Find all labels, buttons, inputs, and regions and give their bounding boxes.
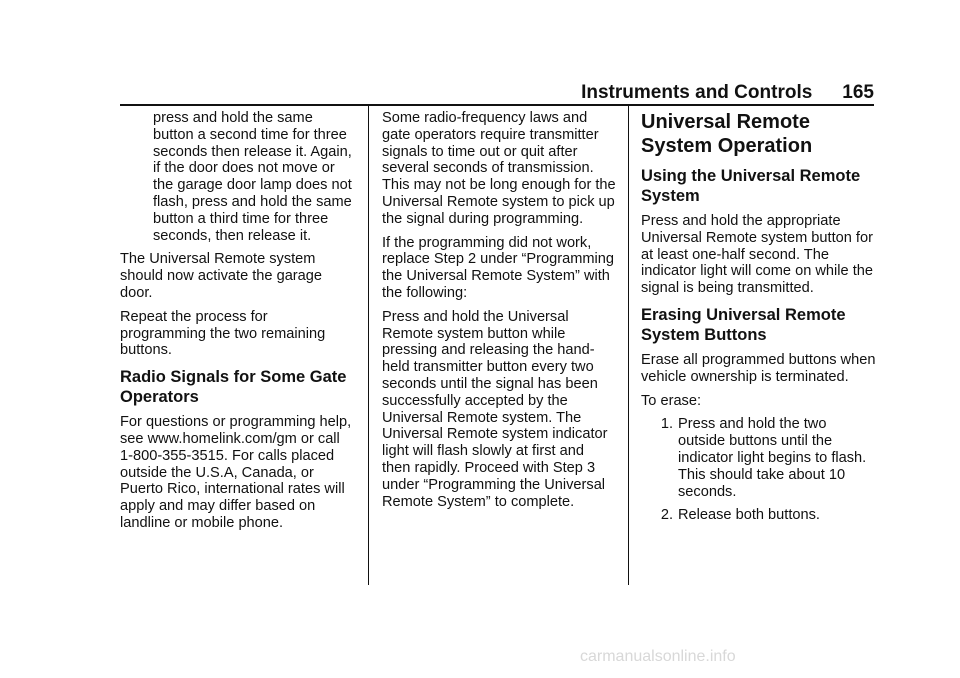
section-heading: Radio Signals for Some Gate Operators [120, 368, 347, 407]
subheading: Erasing Universal Remote System Buttons [641, 305, 846, 344]
column-3 [641, 110, 877, 531]
step-number: 1. [660, 416, 673, 433]
step-number: 2. [660, 507, 673, 524]
list-item [641, 507, 877, 524]
paragraph: Press and hold the Universal Remote system button while pressing and releasing the hand-held transmitter button every two seconds until the signal has been successfully accepted by the Universal Remote system. The Universal Remote system indicator light will flash slowly at first and then rapidly. Proceed with Step 3 under “Programming the Universal Remote System” to complete. [382, 308, 608, 510]
paragraph: The Universal Remote system should now activate the garage door. [120, 251, 323, 301]
subheading: Using the Universal Remote System [641, 167, 861, 205]
paragraph: Erase all programmed buttons when vehicle ownership is terminated. [641, 351, 876, 385]
column-divider [368, 105, 369, 585]
list-item [641, 416, 877, 500]
page-header [581, 82, 874, 104]
paragraph: Some radio-frequency laws and gate operators require transmitter signals to time out or quit after several seconds of transmission. This may not be long enough for the Universal Remote system to pick up the signal during programming. [382, 110, 616, 227]
paragraph: Repeat the process for programming the two remaining buttons. [120, 308, 326, 359]
watermark: carmanualsonline.info [580, 648, 736, 665]
main-heading: Universal Remote System Operation [641, 111, 813, 157]
step-text: Press and hold the two outside buttons until the indicator light begins to flash. This should take about 10 seconds. [678, 416, 867, 500]
paragraph: Press and hold the appropriate Universal Remote system button for at least one-half second. The indicator light will come on while the signal is being transmitted. [641, 213, 873, 297]
column-divider [628, 105, 629, 585]
header-rule [120, 104, 874, 106]
paragraph: For questions or programming help, see www.homelink.com/gm or call 1-800-355-3515. For calls placed outside the U.S.A, Canada, or Puerto Rico, international rates will apply and may differ based on landline or mobile phone. [120, 414, 352, 531]
continued-step-text: press and hold the same button a second time for three seconds then release it. Again, if the door does not move or the garage door lamp does not flash, press and hold the same button a third time for three seconds, then release it. [153, 110, 352, 244]
paragraph: To erase: [641, 392, 702, 409]
step-text: Release both buttons. [678, 507, 820, 524]
column-1 [120, 110, 356, 539]
steps-list [641, 416, 877, 524]
section-title: Instruments and Controls [581, 82, 813, 103]
column-2 [382, 110, 616, 517]
page-number: 165 [842, 82, 874, 103]
paragraph: If the programming did not work, replace Step 2 under “Programming the Universal Remote System” with the following: [382, 234, 614, 301]
